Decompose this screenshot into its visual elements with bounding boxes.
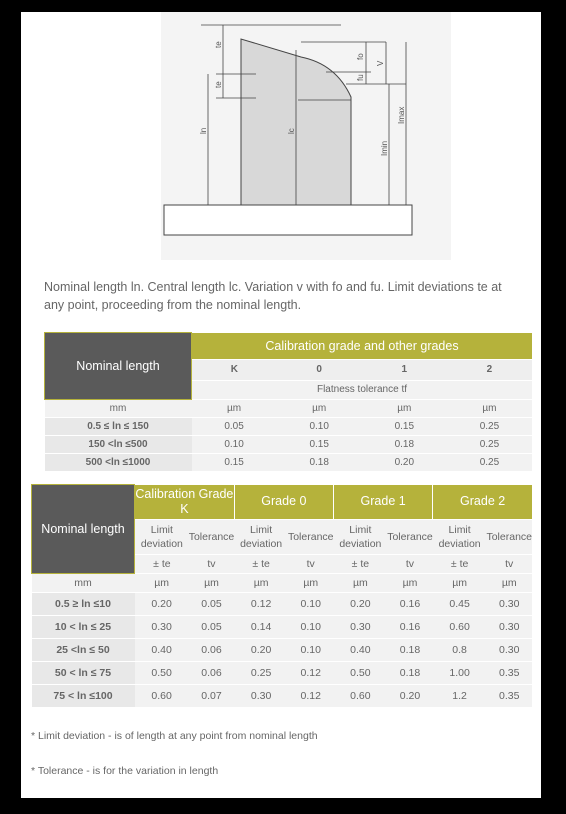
t2-unit: mm <box>32 573 135 592</box>
t2-cell: 75 < ln ≤100 <box>32 684 135 707</box>
t2-symbol: tv <box>189 554 235 573</box>
t2-cell: 10 < ln ≤ 25 <box>32 615 135 638</box>
t2-cell: 0.20 <box>135 592 189 615</box>
limit-deviation-note: * Limit deviation - is of length at any point from nominal length <box>31 730 318 742</box>
t2-cell: 0.10 <box>288 615 334 638</box>
label-imax: Imax <box>397 106 406 124</box>
t2-cell: 0.12 <box>288 661 334 684</box>
label-te-mid: te <box>214 81 223 88</box>
t2-cell: 0.07 <box>189 684 235 707</box>
t2-cell: 0.35 <box>486 661 532 684</box>
table-row <box>32 615 533 638</box>
tolerance-table <box>31 484 532 708</box>
t2-cell: 0.60 <box>433 615 487 638</box>
t2-unit: µm <box>387 573 433 592</box>
diagram-caption: Nominal length ln. Central length lc. Variation v with fo and fu. Limit deviations te at any point, proceeding from the nominal length. <box>44 280 502 312</box>
t2-cell: 0.8 <box>433 638 487 661</box>
t2-symbol: ± te <box>234 554 288 573</box>
t2-cell: 0.16 <box>387 592 433 615</box>
t1-cell: 0.20 <box>362 453 447 471</box>
tolerance-note: * Tolerance - is for the variation in length <box>31 765 219 777</box>
t2-cell: 0.06 <box>189 661 235 684</box>
t1-cell: 0.15 <box>192 453 277 471</box>
t2-cell: 25 <ln ≤ 50 <box>32 638 135 661</box>
t2-cell: 0.50 <box>334 661 388 684</box>
t2-unit: µm <box>234 573 288 592</box>
t1-grade-0: 0 <box>277 359 362 380</box>
t1-grade-k: K <box>192 359 277 380</box>
t2-col-label: Tolerance <box>387 519 433 554</box>
t2-cell: 0.30 <box>486 615 532 638</box>
t2-cell: 0.20 <box>234 638 288 661</box>
label-fu: fu <box>356 74 365 81</box>
t2-cell: 0.60 <box>135 684 189 707</box>
t1-unit: µm <box>362 399 447 417</box>
table-row <box>45 435 533 453</box>
t1-cell: 0.5 ≤ ln ≤ 150 <box>45 417 192 435</box>
t1-unit: µm <box>447 399 532 417</box>
t1-cell: 0.18 <box>277 453 362 471</box>
label-lc: lc <box>287 128 296 134</box>
base-plate <box>164 205 412 235</box>
t2-cell: 0.25 <box>234 661 288 684</box>
t1-cell: 0.18 <box>362 435 447 453</box>
t2-cell: 50 < ln ≤ 75 <box>32 661 135 684</box>
t2-cell: 0.06 <box>189 638 235 661</box>
t2-unit: µm <box>189 573 235 592</box>
t1-cell: 500 <ln ≤1000 <box>45 453 192 471</box>
t2-cell: 0.05 <box>189 592 235 615</box>
t2-cell: 1.00 <box>433 661 487 684</box>
t1-unit: µm <box>192 399 277 417</box>
t2-cell: 0.12 <box>288 684 334 707</box>
t1-cell: 0.05 <box>192 417 277 435</box>
t2-cell: 0.05 <box>189 615 235 638</box>
t2-nominal-header: Nominal length <box>32 485 135 574</box>
t2-group-1: Grade 1 <box>334 485 433 520</box>
t2-cell: 0.30 <box>486 638 532 661</box>
t2-unit: µm <box>334 573 388 592</box>
t2-cell: 0.35 <box>486 684 532 707</box>
t2-col-label: Limit deviation <box>433 519 487 554</box>
t1-cell: 0.15 <box>277 435 362 453</box>
t1-grade-1: 1 <box>362 359 447 380</box>
t2-cell: 0.60 <box>334 684 388 707</box>
t2-unit: µm <box>433 573 487 592</box>
t2-cell: 0.18 <box>387 638 433 661</box>
label-v: V <box>376 60 385 66</box>
t2-symbol: tv <box>486 554 532 573</box>
t2-cell: 0.45 <box>433 592 487 615</box>
t1-cell: 0.15 <box>362 417 447 435</box>
content-panel <box>21 12 541 798</box>
t2-cell: 0.20 <box>334 592 388 615</box>
table-row <box>32 684 533 707</box>
label-fo: fo <box>356 53 365 60</box>
t2-symbol: ± te <box>433 554 487 573</box>
t2-unit: µm <box>486 573 532 592</box>
t2-cell: 0.30 <box>135 615 189 638</box>
t2-cell: 0.40 <box>135 638 189 661</box>
t1-cell: 0.25 <box>447 453 532 471</box>
label-te-top: te <box>214 41 223 48</box>
t2-col-label: Limit deviation <box>334 519 388 554</box>
table-row <box>32 592 533 615</box>
t2-col-label: Tolerance <box>486 519 532 554</box>
t2-unit: µm <box>288 573 334 592</box>
t1-nominal-header: Nominal length <box>45 333 192 400</box>
t2-cell: 0.40 <box>334 638 388 661</box>
t2-cell: 0.16 <box>387 615 433 638</box>
table-row <box>45 453 533 471</box>
t2-col-label: Tolerance <box>288 519 334 554</box>
table-row <box>32 638 533 661</box>
t2-symbol: tv <box>387 554 433 573</box>
t1-group-header: Calibration grade and other grades <box>192 333 533 360</box>
t1-cell: 0.10 <box>277 417 362 435</box>
t2-cell: 0.5 ≥ ln ≤10 <box>32 592 135 615</box>
t1-unit: mm <box>45 399 192 417</box>
t2-cell: 0.12 <box>234 592 288 615</box>
t2-cell: 0.18 <box>387 661 433 684</box>
t2-cell: 0.50 <box>135 661 189 684</box>
t1-cell: 150 <ln ≤500 <box>45 435 192 453</box>
t2-cell: 0.10 <box>288 592 334 615</box>
t2-col-label: Limit deviation <box>234 519 288 554</box>
t2-group-2: Grade 2 <box>433 485 532 520</box>
t1-unit: µm <box>277 399 362 417</box>
t2-cell: 0.30 <box>234 684 288 707</box>
t2-cell: 0.14 <box>234 615 288 638</box>
t2-unit: µm <box>135 573 189 592</box>
label-imin: Imin <box>380 140 389 156</box>
t2-cell: 0.30 <box>334 615 388 638</box>
t1-cell: 0.25 <box>447 435 532 453</box>
table-row <box>32 661 533 684</box>
t2-col-label: Tolerance <box>189 519 235 554</box>
t1-flatness-label: Flatness tolerance tf <box>192 380 533 399</box>
label-ln: ln <box>199 127 208 134</box>
t2-group-k: Calibration Grade K <box>135 485 235 520</box>
flatness-table <box>44 332 532 472</box>
t1-grade-2: 2 <box>447 359 532 380</box>
t1-cell: 0.25 <box>447 417 532 435</box>
t2-cell: 1.2 <box>433 684 487 707</box>
t2-cell: 0.10 <box>288 638 334 661</box>
t2-symbol: tv <box>288 554 334 573</box>
table-row <box>45 417 533 435</box>
t2-group-0: Grade 0 <box>234 485 333 520</box>
t2-cell: 0.30 <box>486 592 532 615</box>
t2-col-label: Limit deviation <box>135 519 189 554</box>
t1-cell: 0.10 <box>192 435 277 453</box>
diagram-svg <box>161 12 451 260</box>
t2-symbol: ± te <box>135 554 189 573</box>
t2-symbol: ± te <box>334 554 388 573</box>
gauge-block-diagram <box>161 12 451 260</box>
t2-cell: 0.20 <box>387 684 433 707</box>
